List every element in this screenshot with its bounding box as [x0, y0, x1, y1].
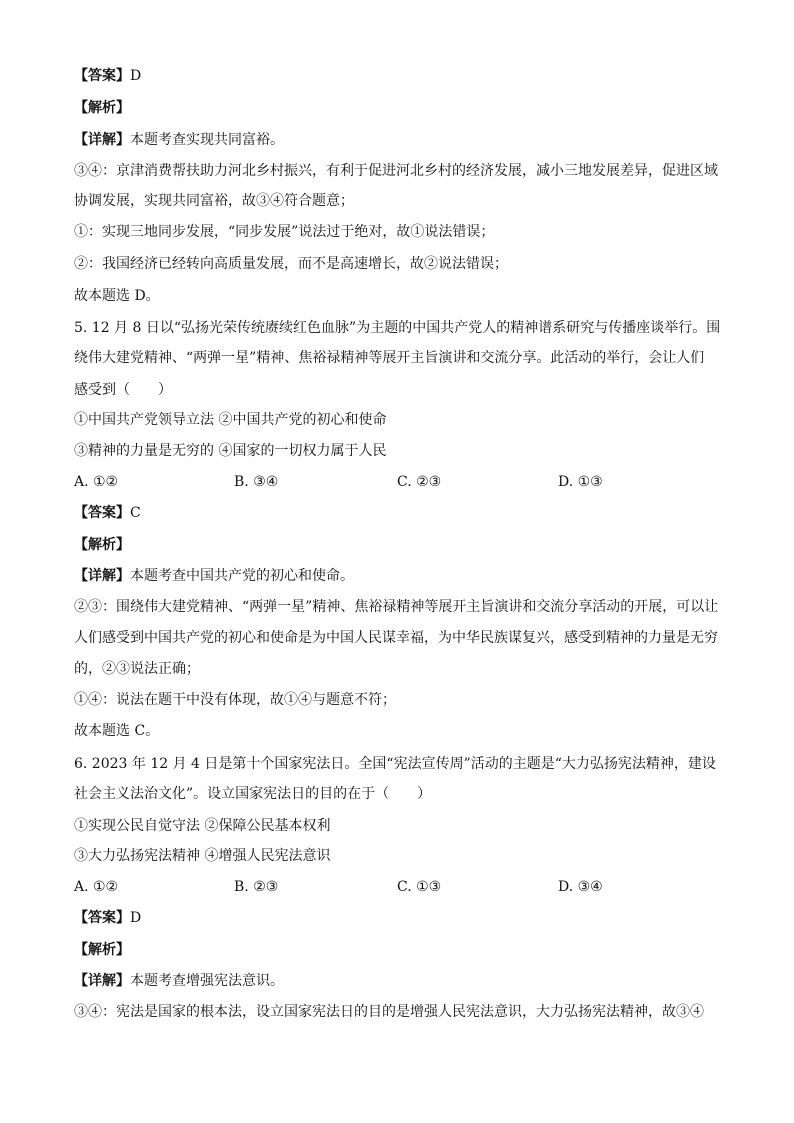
- q5-explanation-line: ①④：说法在题干中没有体现，故①④与题意不符；: [74, 692, 396, 708]
- q6-stem-line: 6. 2023 年 12 月 4 日是第十个国家宪法日。全国“宪法宣传周”活动的主题是“大力弘扬宪法精神，建设: [74, 756, 716, 772]
- q6-detail-line: [74, 971, 734, 991]
- answer-value: C: [130, 505, 141, 521]
- q5-stem-line: 感受到（ ）: [74, 382, 172, 398]
- option-b: B. ②③: [234, 879, 279, 895]
- q5-statement-line: ③精神的力量是无穷的 ④国家的一切权力属于人民: [74, 443, 387, 459]
- q4-detail-line: [74, 130, 734, 150]
- q4-explanation-line: 协调发展，实现共同富裕，故③④符合题意；: [74, 193, 354, 209]
- answer-label: 【答案】: [74, 68, 130, 84]
- option-a: A. ①②: [74, 879, 119, 895]
- q5-options: [74, 472, 734, 492]
- answer-value: D: [130, 68, 142, 84]
- q6-statement-line: ①实现公民自觉守法 ②保障公民基本权利: [74, 818, 331, 834]
- q4-explanation-line: ①：实现三地同步发展，“同步发展”说法过于绝对，故①说法错误；: [74, 224, 495, 240]
- detail-text: 本题考查实现共同富裕。: [130, 132, 284, 148]
- detail-label: 【详解】: [74, 132, 130, 148]
- detail-label: 【详解】: [74, 568, 130, 584]
- answer-label: 【答案】: [74, 910, 130, 926]
- q4-explanation-line: ③④：京津消费帮扶助力河北乡村振兴，有利于促进河北乡村的经济发展，减小三地发展差异，促进区域: [74, 163, 718, 179]
- q4-analysis-label: [74, 98, 734, 118]
- option-d: D. ③④: [558, 879, 603, 895]
- option-c: C. ②③: [397, 474, 442, 490]
- answer-label: 【答案】: [74, 505, 130, 521]
- q6-statement-line: ③大力弘扬宪法精神 ④增强人民宪法意识: [74, 848, 331, 864]
- q6-options: [74, 877, 734, 897]
- q6-answer-line: [74, 908, 734, 928]
- option-d: D. ①③: [558, 474, 603, 490]
- detail-text: 本题考查增强宪法意识。: [130, 973, 284, 989]
- option-c: C. ①③: [397, 879, 442, 895]
- analysis-label: 【解析】: [74, 942, 130, 958]
- q6-explanation-line: ③④：宪法是国家的根本法，设立国家宪法日的目的是增强人民宪法意识，大力弘扬宪法精神，故③④: [74, 1004, 704, 1020]
- analysis-label: 【解析】: [74, 537, 130, 553]
- q5-answer-line: [74, 503, 734, 523]
- q5-statement-line: ①中国共产党领导立法 ②中国共产党的初心和使命: [74, 412, 387, 428]
- q5-stem-line: 5. 12 月 8 日以“弘扬光荣传统赓续红色血脉”为主题的中国共产党人的精神谱系研究与传播座谈举行。围: [74, 320, 721, 336]
- q5-analysis-label: [74, 535, 734, 555]
- q5-explanation-line: 人们感受到中国共产党的初心和使命是为中国人民谋幸福，为中华民族谋复兴，感受到精神的力量是无穷: [74, 630, 718, 646]
- detail-label: 【详解】: [74, 973, 130, 989]
- q4-explanation-line: ②：我国经济已经转向高质量发展，而不是高速增长，故②说法错误；: [74, 256, 508, 272]
- q5-explanation-line: 的，②③说法正确；: [74, 661, 200, 677]
- q6-stem-line: 社会主义法治文化”。设立国家宪法日的目的在于（ ）: [74, 786, 432, 802]
- answer-value: D: [130, 910, 142, 926]
- option-a: A. ①②: [74, 474, 119, 490]
- q6-analysis-label: [74, 940, 734, 960]
- q5-stem-line: 绕伟大建党精神、“两弹一星”精神、焦裕禄精神等展开主旨演讲和交流分享。此活动的举行，会让人们: [74, 350, 705, 366]
- option-b: B. ③④: [234, 474, 279, 490]
- q5-explanation-line: ②③：围绕伟大建党精神、“两弹一星”精神、焦裕禄精神等展开主旨演讲和交流分享活动的开展，可以让: [74, 599, 719, 615]
- q4-answer-line: [74, 66, 734, 86]
- q5-conclusion-line: 故本题选 C。: [74, 723, 160, 739]
- detail-text: 本题考查中国共产党的初心和使命。: [130, 568, 354, 584]
- analysis-label: 【解析】: [74, 100, 130, 116]
- q5-detail-line: [74, 566, 734, 586]
- q4-conclusion-line: 故本题选 D。: [74, 288, 160, 304]
